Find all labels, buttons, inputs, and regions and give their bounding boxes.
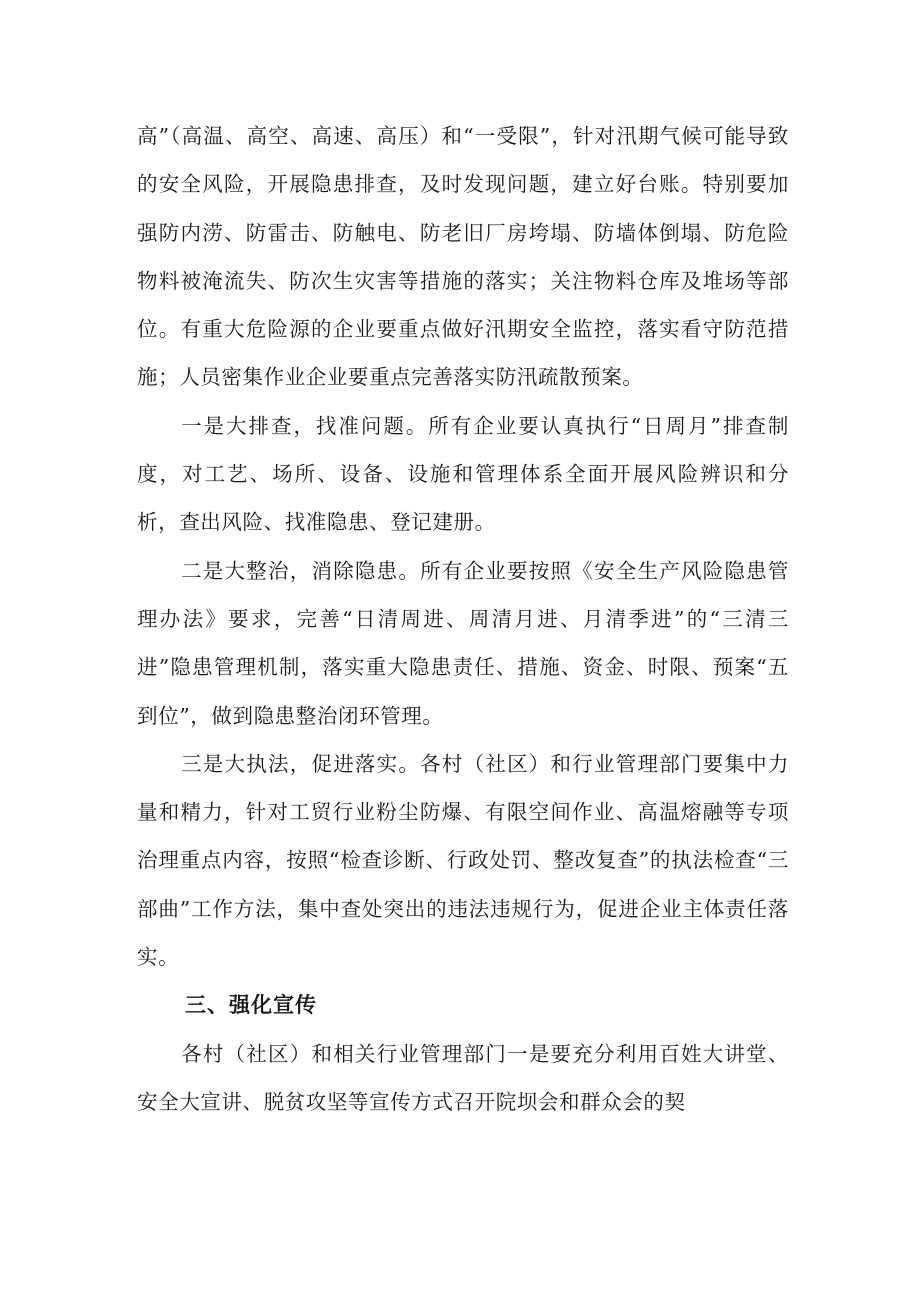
- paragraph-continued: 高”（高温、高空、高速、高压）和“一受限”，针对汛期气候可能导致的安全风险，开展隐患排查，及时发现问题，建立好台账。特别要加强防内涝、防雷击、防触电、防老旧厂房垮塌、防墙体倒塌、防危险物料被淹流失、防次生灾害等措施的落实；关注物料仓库及堆场等部位。有重大危险源的企业要重点做好汛期安全监控，落实看守防范措施；人员密集作业企业要重点完善落实防汛疏散预案。: [137, 124, 789, 390]
- paragraph-rectification: 二是大整治，消除隐患。所有企业要按照《安全生产风险隐患管理办法》要求，完善“日清周进、周清月进、月清季进”的“三清三进”隐患管理机制，落实重大隐患责任、措施、资金、时限、预案“五到位”，做到隐患整治闭环管理。: [137, 558, 789, 728]
- document-page: [137, 112, 789, 1126]
- paragraph-enforcement: 三是大执法，促进落实。各村（社区）和行业管理部门要集中力量和精力，针对工贸行业粉尘防爆、有限空间作业、高温熔融等专项治理重点内容，按照“检查诊断、行政处罚、整改复查”的执法检查“三部曲”工作方法，集中查处突出的违法违规行为，促进企业主体责任落实。: [137, 751, 789, 970]
- paragraph-publicity: 各村（社区）和相关行业管理部门一是要充分利用百姓大讲堂、安全大宣讲、脱贫攻坚等宣传方式召开院坝会和群众会的契: [137, 1041, 789, 1114]
- paragraph-investigation: 一是大排查，找准问题。所有企业要认真执行“日周月”排查制度，对工艺、场所、设备、设施和管理体系全面开展风险辨识和分析，查出风险、找准隐患、登记建册。: [137, 413, 789, 535]
- section-heading: 三、强化宣传: [185, 993, 317, 1018]
